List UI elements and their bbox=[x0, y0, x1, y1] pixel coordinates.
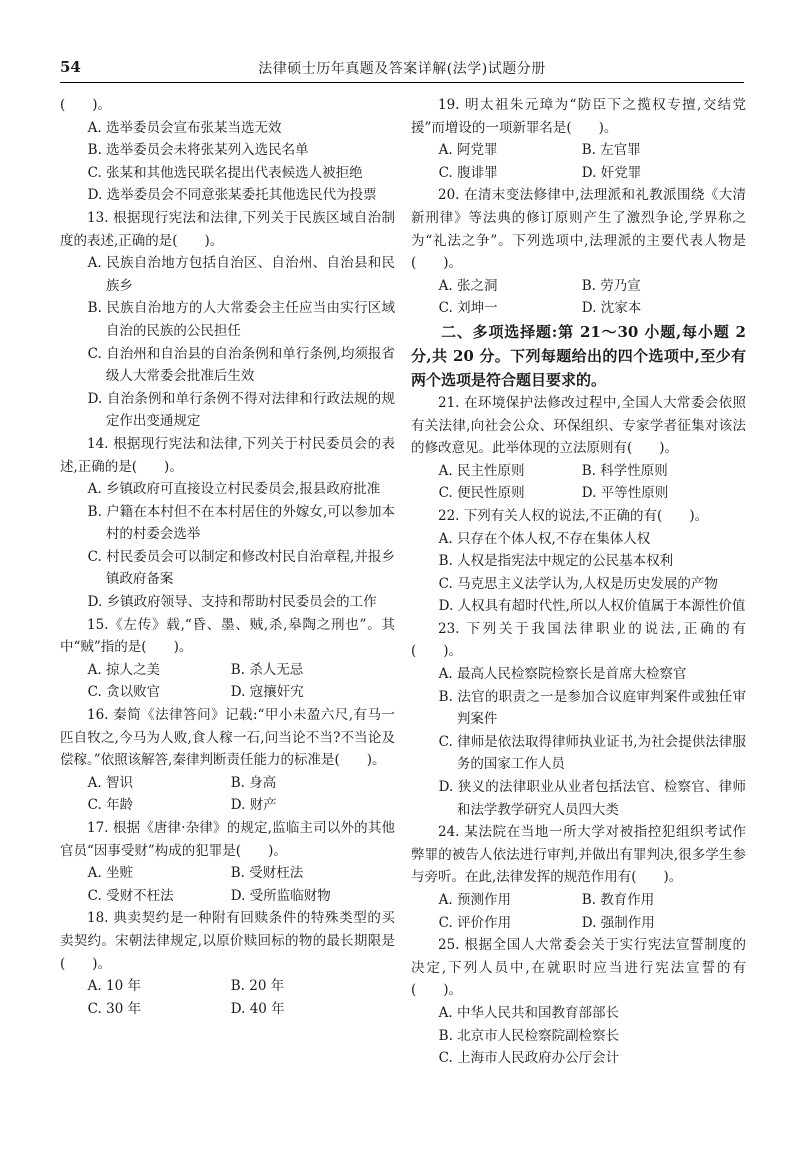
q22-option-a: A. 只存在个体人权,不存在集体人权 bbox=[438, 530, 651, 547]
question-22: 22. 下列有关人权的说法,不正确的有( )。 bbox=[438, 507, 709, 524]
q14-option-d: D. 乡镇政府领导、支持和帮助村民委员会的工作 bbox=[87, 594, 377, 611]
question-13: 13. 根据现行宪法和法律,下列关于民族区域自治制度的表述,正确的是( )。 bbox=[60, 209, 395, 249]
question-18: 18. 典卖契约是一种附有回赎条件的特殊类型的买卖契约。宋朝法律规定,以原价赎回标的物的最长期限是( )。 bbox=[60, 910, 395, 972]
page-header bbox=[60, 56, 744, 83]
q24-option-c: C. 评价作用 bbox=[438, 914, 512, 931]
q19-options-row-2 bbox=[411, 162, 746, 185]
q22-option-d: D. 人权具有超时代性,所以人权价值属于本源性价值 bbox=[438, 598, 746, 615]
q24-options-row-1 bbox=[411, 889, 746, 912]
q15-option-a: A. 掠人之美 bbox=[87, 661, 161, 678]
q15-options-row-2 bbox=[60, 681, 395, 704]
q21-option-b: B. 科学性原则 bbox=[581, 462, 668, 479]
q18-option-c: C. 30 年 bbox=[87, 1000, 142, 1017]
q24-option-b: B. 教育作用 bbox=[581, 892, 655, 908]
q14-option-b: B. 户籍在本村但不在本村居住的外嫁女,可以参加本村的村委会选举 bbox=[87, 503, 395, 543]
q18-option-a: A. 10 年 bbox=[87, 978, 141, 995]
q19-option-c: C. 腹诽罪 bbox=[438, 164, 498, 181]
question-14: 14. 根据现行宪法和法律,下列关于村民委员会的表述,正确的是( )。 bbox=[60, 435, 395, 475]
q16-options-row-1 bbox=[60, 772, 395, 795]
q21-option-c: C. 便民性原则 bbox=[438, 485, 525, 502]
q15-option-d: D. 寇攘奸宄 bbox=[230, 684, 304, 701]
q17-option-b: B. 受财枉法 bbox=[230, 865, 304, 882]
q19-option-b: B. 左官罪 bbox=[581, 142, 641, 159]
question-15: 15.《左传》载,“昏、墨、贼,杀,皋陶之刑也”。其中“贼”指的是( )。 bbox=[60, 616, 395, 656]
q12-option-d: D. 选举委员会不同意张某委托其他选民代为投票 bbox=[87, 187, 377, 204]
question-20: 20. 在清末变法修律中,法理派和礼教派围绕《大清新刑律》等法典的修订原则产生了激烈争论,学界称之为“礼法之争”。下列选项中,法理派的主要代表人物是( )。 bbox=[411, 187, 746, 272]
q24-options-row-2 bbox=[411, 912, 746, 935]
q21-options-row-2 bbox=[411, 482, 746, 505]
q25-option-a: A. 中华人民共和国教育部部长 bbox=[438, 1004, 620, 1021]
running-title: 法律硕士历年真题及答案详解(法学)试题分册 bbox=[258, 61, 546, 77]
q17-option-c: C. 受财不枉法 bbox=[87, 887, 174, 904]
question-24: 24. 某法院在当地一所大学对被指控犯组织考试作弊罪的被告人依法进行审判,并做出有罪判决,很多学生参与旁听。在此,法律发挥的规范作用有( )。 bbox=[411, 824, 746, 886]
question-12-continuation: ( )。 bbox=[60, 97, 112, 113]
q17-option-a: A. 坐赃 bbox=[87, 865, 134, 882]
q21-option-a: A. 民主性原则 bbox=[438, 462, 525, 479]
q13-option-d: D. 自治条例和单行条例不得对法律和行政法规的规定作出变通规定 bbox=[87, 390, 395, 430]
q19-option-a: A. 阿党罪 bbox=[438, 142, 498, 159]
q24-option-d: D. 强制作用 bbox=[581, 914, 655, 931]
q20-option-a: A. 张之洞 bbox=[438, 277, 498, 294]
q20-option-c: C. 刘坤一 bbox=[438, 300, 498, 317]
q21-options-row-1 bbox=[411, 460, 746, 483]
q17-options-row-1 bbox=[60, 862, 395, 885]
q18-options-row-1 bbox=[60, 975, 395, 998]
q18-options-row-2 bbox=[60, 998, 395, 1021]
question-23: 23. 下列关于我国法律职业的说法,正确的有( )。 bbox=[411, 620, 746, 660]
q12-option-c: C. 张某和其他选民联名提出代表候选人被拒绝 bbox=[87, 164, 363, 181]
q24-option-a: A. 预测作用 bbox=[438, 892, 512, 908]
q23-option-d: D. 狭义的法律职业从业者包括法官、检察官、律师和法学教学研究人员四大类 bbox=[438, 779, 746, 818]
q17-option-d: D. 受所监临财物 bbox=[230, 887, 331, 904]
page-number: 54 bbox=[60, 58, 81, 76]
q16-options-row-2 bbox=[60, 794, 395, 817]
question-16: 16. 秦简《法律答问》记载:“甲小未盈六尺,有马一匹自牧之,今马为人败,食人稼一石,问当论不当?不当论及偿稼。”依照该解答,秦律判断责任能力的标准是( )。 bbox=[60, 707, 395, 769]
q17-options-row-2 bbox=[60, 885, 395, 908]
q12-option-a: A. 选举委员会宣布张某当选无效 bbox=[87, 119, 282, 136]
q25-option-c: C. 上海市人民政府办公厅会计 bbox=[438, 1050, 620, 1067]
right-column bbox=[411, 94, 746, 1070]
q20-options-row-1 bbox=[411, 275, 746, 298]
q19-option-d: D. 奸党罪 bbox=[581, 164, 642, 181]
q20-option-d: D. 沈家本 bbox=[581, 300, 642, 317]
q23-option-c: C. 律师是依法取得律师执业证书,为社会提供法律服务的国家工作人员 bbox=[438, 733, 746, 773]
q16-option-b: B. 身高 bbox=[230, 774, 277, 791]
q22-option-b: B. 人权是指宪法中规定的公民基本权利 bbox=[438, 553, 674, 570]
q25-option-b: B. 北京市人民检察院副检察长 bbox=[438, 1027, 620, 1044]
question-19: 19. 明太祖朱元璋为“防臣下之揽权专擅,交结党援”而增设的一项新罪名是( )。 bbox=[411, 97, 746, 136]
question-21: 21. 在环境保护法修改过程中,全国人大常委会依照有关法律,向社会公众、环保组织、专家学者征集对该法的修改意见。此举体现的立法原则有( )。 bbox=[411, 394, 746, 457]
q13-option-c: C. 自治州和自治县的自治条例和单行条例,均须报省级人大常委会批准后生效 bbox=[87, 345, 395, 385]
q13-option-b: B. 民族自治地方的人大常委会主任应当由实行区域自治的民族的公民担任 bbox=[87, 300, 395, 339]
q15-option-c: C. 贪以败官 bbox=[87, 684, 161, 701]
q23-option-a: A. 最高人民检察院检察长是首席大检察官 bbox=[438, 666, 687, 683]
q16-option-c: C. 年龄 bbox=[87, 797, 134, 814]
q14-option-c: C. 村民委员会可以制定和修改村民自治章程,并报乡镇政府备案 bbox=[87, 548, 395, 588]
q20-options-row-2 bbox=[411, 297, 746, 320]
q21-option-d: D. 平等性原则 bbox=[581, 485, 669, 502]
q13-option-a: A. 民族自治地方包括自治区、自治州、自治县和民族乡 bbox=[87, 255, 395, 294]
q12-option-b: B. 选举委员会未将张某列入选民名单 bbox=[87, 142, 309, 159]
q15-option-b: B. 杀人无忌 bbox=[230, 661, 304, 678]
q22-option-c: C. 马克思主义法学认为,人权是历史发展的产物 bbox=[438, 575, 718, 592]
q23-option-b: B. 法官的职责之一是参加合议庭审判案件或独任审判案件 bbox=[438, 688, 746, 728]
q14-option-a: A. 乡镇政府可直接设立村民委员会,报县政府批准 bbox=[87, 481, 381, 498]
q20-option-b: B. 劳乃宣 bbox=[581, 277, 641, 294]
q18-option-b: B. 20 年 bbox=[230, 978, 285, 995]
q18-option-d: D. 40 年 bbox=[230, 1000, 285, 1017]
q16-option-d: D. 财产 bbox=[230, 797, 277, 814]
left-column bbox=[60, 94, 395, 1020]
q15-options-row-1 bbox=[60, 659, 395, 682]
q19-options-row-1 bbox=[411, 139, 746, 162]
question-17: 17. 根据《唐律·杂律》的规定,监临主司以外的其他官员“因事受财”构成的犯罪是( )。 bbox=[60, 820, 395, 859]
section-heading-multiple-choice: 二、多项选择题:第 21～30 小题,每小题 2 分,共 20 分。下列每题给出的四个选项中,至少有两个选项是符合题目要求的。 bbox=[411, 322, 746, 389]
q16-option-a: A. 智识 bbox=[87, 774, 134, 791]
question-25: 25. 根据全国人大常委会关于实行宪法宣誓制度的决定,下列人员中,在就职时应当进行宪法宣誓的有( )。 bbox=[411, 937, 746, 999]
